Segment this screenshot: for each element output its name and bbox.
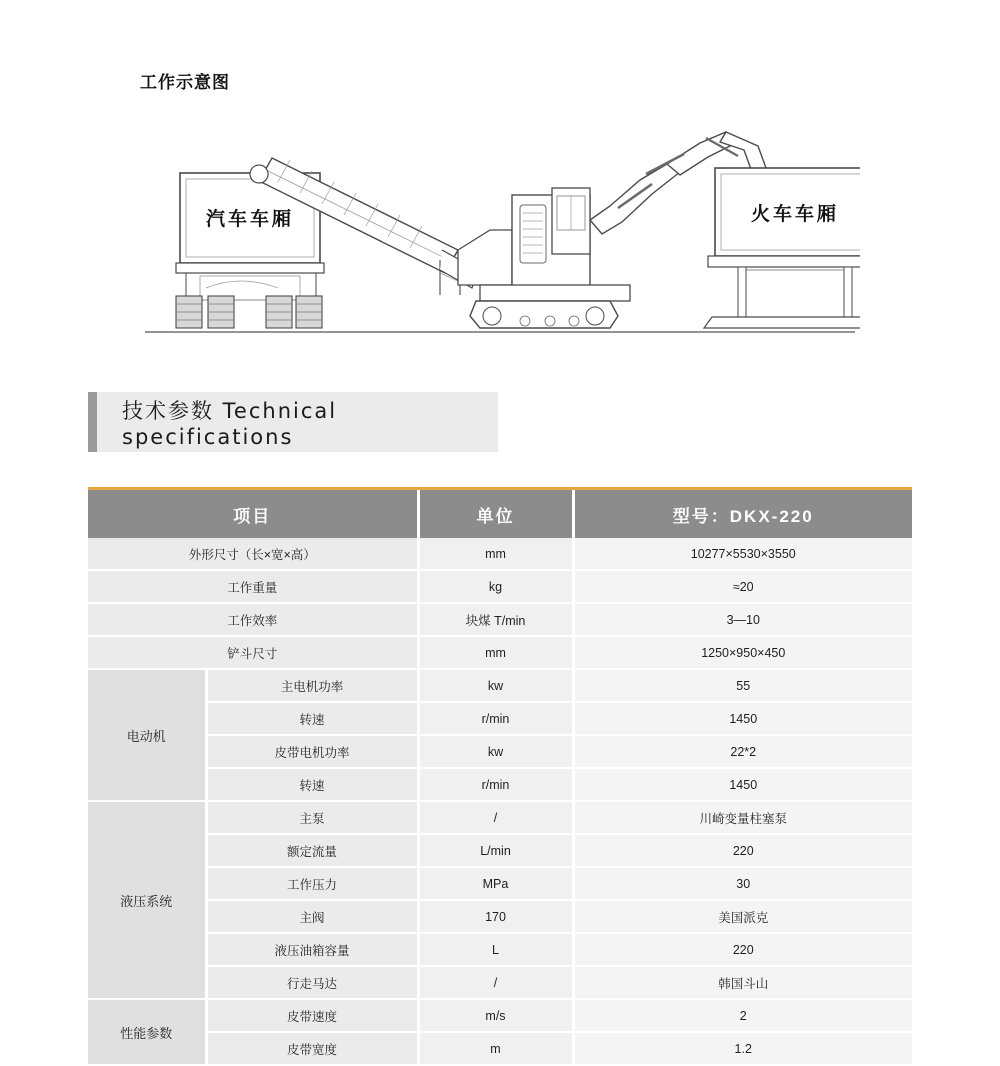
row-item: 转速 — [206, 768, 418, 801]
row-group-performance: 性能参数 — [88, 999, 206, 1065]
train-label: 火车车厢 — [750, 204, 840, 225]
row-unit: r/min — [418, 702, 573, 735]
row-item: 液压油箱容量 — [206, 933, 418, 966]
row-value: 220 — [573, 933, 912, 966]
row-unit: r/min — [418, 768, 573, 801]
machine-body — [458, 188, 630, 328]
table-row — [88, 1032, 912, 1065]
row-item: 工作重量 — [88, 570, 418, 603]
row-value: 韩国斗山 — [573, 966, 912, 999]
page-title: 工作示意图 — [140, 73, 230, 92]
row-item: 皮带宽度 — [206, 1032, 418, 1065]
truck-label: 汽车车厢 — [205, 209, 295, 230]
table-header-row — [88, 490, 912, 538]
row-value: 1250×950×450 — [573, 636, 912, 669]
row-unit: L — [418, 933, 573, 966]
table-row — [88, 933, 912, 966]
table-row — [88, 735, 912, 768]
train-wagon — [704, 168, 860, 328]
table-row — [88, 834, 912, 867]
work-diagram — [140, 110, 860, 350]
table-row — [88, 570, 912, 603]
row-value: 1450 — [573, 702, 912, 735]
row-value: 10277×5530×3550 — [573, 538, 912, 570]
row-item: 行走马达 — [206, 966, 418, 999]
truck-wheels — [176, 296, 322, 328]
table-row — [88, 702, 912, 735]
row-unit: MPa — [418, 867, 573, 900]
row-unit: / — [418, 966, 573, 999]
row-item: 主阀 — [206, 900, 418, 933]
row-unit: L/min — [418, 834, 573, 867]
row-unit: kg — [418, 570, 573, 603]
table-row — [88, 669, 912, 702]
tech-spec-banner — [88, 392, 498, 452]
banner-title: 技术参数 Technical specifications — [122, 399, 338, 449]
table-row — [88, 900, 912, 933]
row-item: 外形尺寸（长×宽×高） — [88, 538, 418, 570]
row-value: 川崎变量柱塞泵 — [573, 801, 912, 834]
row-value: 3—10 — [573, 603, 912, 636]
row-item: 铲斗尺寸 — [88, 636, 418, 669]
row-item: 工作压力 — [206, 867, 418, 900]
table-row — [88, 801, 912, 834]
row-value: ≈20 — [573, 570, 912, 603]
row-value: 1.2 — [573, 1032, 912, 1065]
row-group-motor: 电动机 — [88, 669, 206, 801]
column-header-unit: 单位 — [418, 490, 573, 538]
row-item: 转速 — [206, 702, 418, 735]
row-value: 22*2 — [573, 735, 912, 768]
row-item: 主泵 — [206, 801, 418, 834]
row-value: 2 — [573, 999, 912, 1032]
row-unit: kw — [418, 735, 573, 768]
row-item: 工作效率 — [88, 603, 418, 636]
row-item: 额定流量 — [206, 834, 418, 867]
row-unit: m — [418, 1032, 573, 1065]
row-value: 220 — [573, 834, 912, 867]
table-row — [88, 999, 912, 1032]
row-value: 1450 — [573, 768, 912, 801]
row-unit: 块煤 T/min — [418, 603, 573, 636]
table-row — [88, 603, 912, 636]
banner-accent-bar — [88, 392, 97, 452]
row-item: 皮带速度 — [206, 999, 418, 1032]
table-row — [88, 867, 912, 900]
row-group-hydraulic: 液压系统 — [88, 801, 206, 999]
row-value: 美国派克 — [573, 900, 912, 933]
row-value: 30 — [573, 867, 912, 900]
row-value: 55 — [573, 669, 912, 702]
row-unit: mm — [418, 538, 573, 570]
table-row — [88, 636, 912, 669]
row-unit: mm — [418, 636, 573, 669]
row-unit: m/s — [418, 999, 573, 1032]
row-item: 皮带电机功率 — [206, 735, 418, 768]
column-header-model: 型号：DKX-220 — [573, 490, 912, 538]
table-row — [88, 538, 912, 570]
table-row — [88, 768, 912, 801]
table-row — [88, 966, 912, 999]
row-unit: 170 — [418, 900, 573, 933]
technical-specifications-table — [88, 490, 912, 1066]
row-unit: kw — [418, 669, 573, 702]
row-unit: / — [418, 801, 573, 834]
row-item: 主电机功率 — [206, 669, 418, 702]
column-header-item: 项目 — [88, 490, 418, 538]
